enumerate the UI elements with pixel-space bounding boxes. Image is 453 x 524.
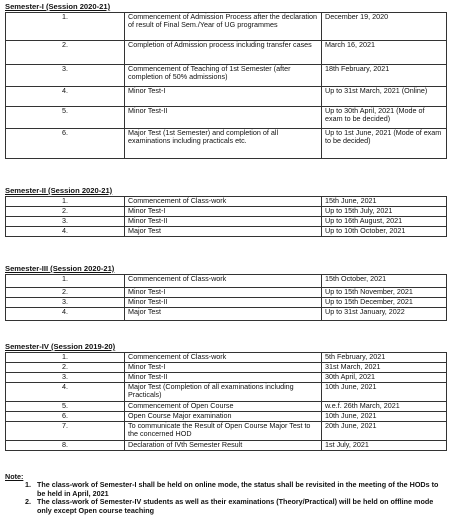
semester-2-table — [5, 196, 447, 237]
serial-cell: 4. — [6, 308, 125, 321]
date-cell: 30th April, 2021 — [322, 373, 447, 383]
serial-cell: 4. — [6, 383, 125, 402]
activity-cell: Major Test — [125, 308, 322, 321]
note-number: 2. — [25, 497, 31, 507]
semester-4-table — [5, 352, 447, 451]
serial-cell: 4. — [6, 87, 125, 107]
table-row — [6, 412, 447, 422]
date-cell: 15th June, 2021 — [322, 197, 447, 207]
table-row — [6, 107, 447, 129]
semester-3-title: Semester-III (Session 2020-21) — [5, 264, 115, 273]
table-row — [6, 129, 447, 159]
serial-cell: 3. — [6, 217, 125, 227]
serial-cell: 7. — [6, 422, 125, 441]
note-text: The class-work of Semester-I shall be held on online mode, the status shall be revisited in the meeting of the HODs to be held in April, 2021 — [37, 480, 439, 498]
semester-4-title: Semester-IV (Session 2019-20) — [5, 342, 116, 351]
serial-cell: 5. — [6, 107, 125, 129]
activity-cell: Commencement of Class-work — [125, 197, 322, 207]
note-number: 1. — [25, 480, 31, 490]
date-cell: Up to 15th November, 2021 — [322, 288, 447, 298]
table-row — [6, 288, 447, 298]
date-cell: 5th February, 2021 — [322, 353, 447, 363]
table-row — [6, 41, 447, 65]
date-cell: Up to 15th December, 2021 — [322, 298, 447, 308]
date-cell: March 16, 2021 — [322, 41, 447, 65]
semester-1-table — [5, 12, 447, 159]
table-row — [6, 402, 447, 412]
serial-cell: 2. — [6, 288, 125, 298]
table-row — [6, 373, 447, 383]
table-row — [6, 227, 447, 237]
date-cell: Up to 1st June, 2021 (Mode of exam to be decided) — [322, 129, 447, 159]
table-row — [6, 13, 447, 41]
table-row — [6, 217, 447, 227]
semester-2-title: Semester-II (Session 2020-21) — [5, 186, 113, 195]
table-row — [6, 298, 447, 308]
date-cell: 18th February, 2021 — [322, 65, 447, 87]
activity-cell: Declaration of IVth Semester Result — [125, 441, 322, 451]
activity-cell: Major Test (Completion of all examinations including Practicals) — [125, 383, 322, 402]
activity-cell: Minor Test-I — [125, 87, 322, 107]
serial-cell: 2. — [6, 363, 125, 373]
table-row — [6, 65, 447, 87]
serial-cell: 6. — [6, 412, 125, 422]
serial-cell: 2. — [6, 207, 125, 217]
date-cell: Up to 15th July, 2021 — [322, 207, 447, 217]
date-cell: w.e.f. 26th March, 2021 — [322, 402, 447, 412]
date-cell: Up to 31st January, 2022 — [322, 308, 447, 321]
table-row — [6, 308, 447, 321]
serial-cell: 6. — [6, 129, 125, 159]
note-text: The class-work of Semester-IV students as well as their examinations (Theory/Practical) will be held on offline mode only except Open course teaching — [37, 497, 434, 515]
note-item — [5, 498, 445, 515]
table-row — [6, 197, 447, 207]
activity-cell: Minor Test-I — [125, 207, 322, 217]
date-cell: 1st July, 2021 — [322, 441, 447, 451]
date-cell: Up to 10th October, 2021 — [322, 227, 447, 237]
serial-cell: 5. — [6, 402, 125, 412]
date-cell: 10th June, 2021 — [322, 383, 447, 402]
serial-cell: 1. — [6, 353, 125, 363]
date-cell: 20th June, 2021 — [322, 422, 447, 441]
table-row — [6, 441, 447, 451]
activity-cell: Commencement of Open Course — [125, 402, 322, 412]
table-row — [6, 363, 447, 373]
serial-cell: 1. — [6, 275, 125, 288]
activity-cell: Minor Test-II — [125, 373, 322, 383]
activity-cell: Commencement of Class-work — [125, 353, 322, 363]
date-cell: Up to 16th August, 2021 — [322, 217, 447, 227]
serial-cell: 2. — [6, 41, 125, 65]
table-row — [6, 383, 447, 402]
activity-cell: Minor Test-I — [125, 288, 322, 298]
serial-cell: 3. — [6, 373, 125, 383]
semester-1-title: Semester-I (Session 2020-21) — [5, 2, 111, 11]
serial-cell: 1. — [6, 13, 125, 41]
table-row — [6, 87, 447, 107]
activity-cell: Open Course Major examination — [125, 412, 322, 422]
note-item — [5, 481, 445, 498]
date-cell: Up to 31st March, 2021 (Online) — [322, 87, 447, 107]
table-row — [6, 275, 447, 288]
serial-cell: 4. — [6, 227, 125, 237]
date-cell: December 19, 2020 — [322, 13, 447, 41]
table-row — [6, 353, 447, 363]
activity-cell: Commencement of Class-work — [125, 275, 322, 288]
activity-cell: Major Test (1st Semester) and completion of all examinations including practicals etc. — [125, 129, 322, 159]
date-cell: Up to 30th April, 2021 (Mode of exam to be decided) — [322, 107, 447, 129]
table-row — [6, 207, 447, 217]
date-cell: 10th June, 2021 — [322, 412, 447, 422]
activity-cell: Commencement of Admission Process after the declaration of result of Final Sem./Year of UG programmes — [125, 13, 322, 41]
serial-cell: 8. — [6, 441, 125, 451]
activity-cell: Minor Test-II — [125, 107, 322, 129]
date-cell: 15th October, 2021 — [322, 275, 447, 288]
activity-cell: Major Test — [125, 227, 322, 237]
activity-cell: Commencement of Teaching of 1st Semester (after completion of 50% admissions) — [125, 65, 322, 87]
date-cell: 31st March, 2021 — [322, 363, 447, 373]
table-row — [6, 422, 447, 441]
notes-heading: Note: — [5, 472, 24, 481]
serial-cell: 3. — [6, 298, 125, 308]
serial-cell: 3. — [6, 65, 125, 87]
activity-cell: Completion of Admission process including transfer cases — [125, 41, 322, 65]
activity-cell: To communicate the Result of Open Course Major Test to the concerned HOD — [125, 422, 322, 441]
activity-cell: Minor Test-I — [125, 363, 322, 373]
serial-cell: 1. — [6, 197, 125, 207]
notes-section — [5, 473, 445, 515]
activity-cell: Minor Test-II — [125, 217, 322, 227]
activity-cell: Minor Test-II — [125, 298, 322, 308]
semester-3-table — [5, 274, 447, 321]
